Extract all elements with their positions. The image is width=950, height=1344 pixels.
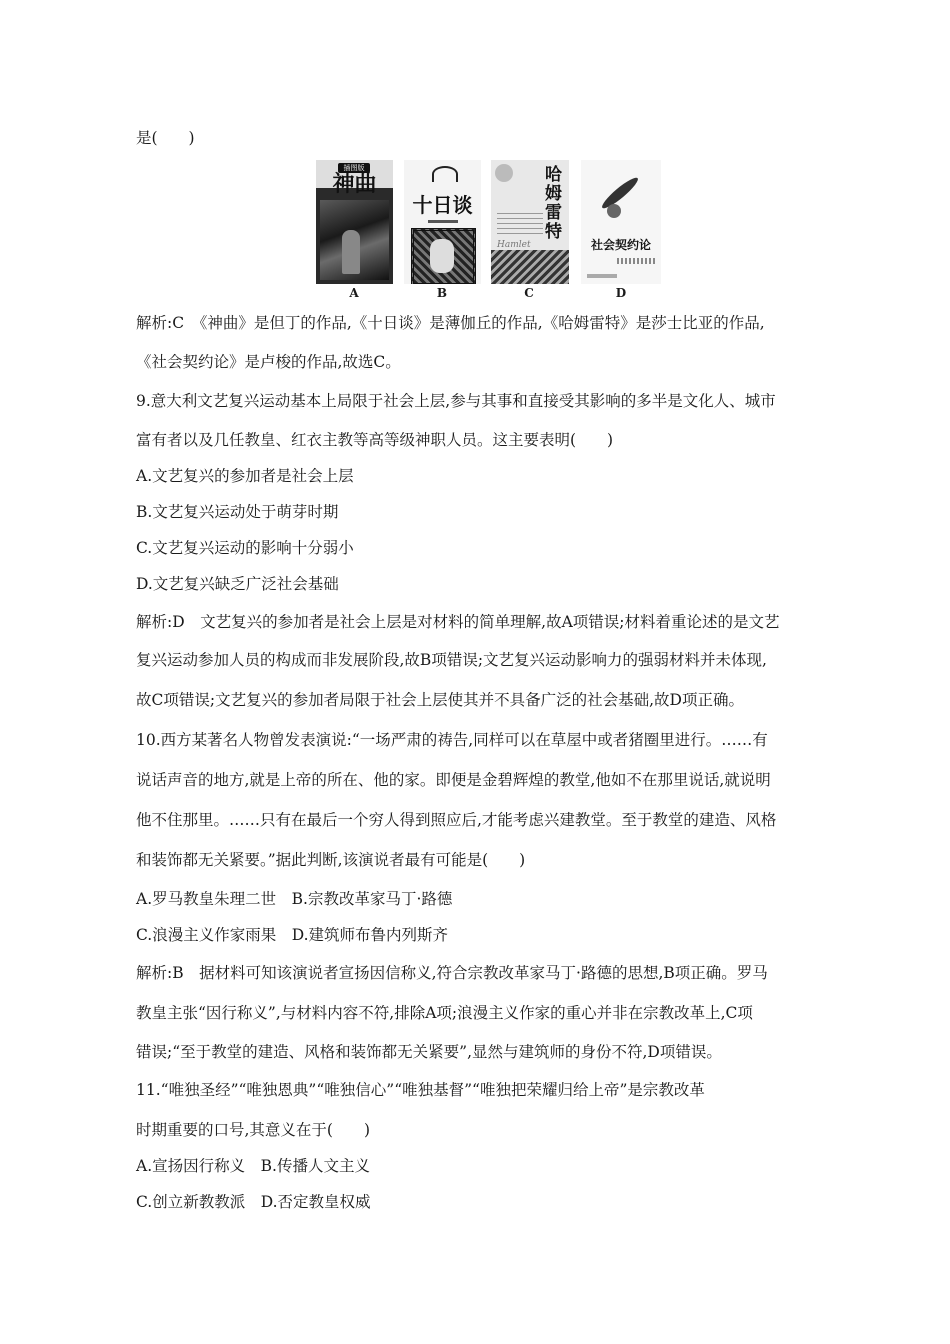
question-10-options-ab: A.罗马教皇朱理二世 B.宗教改革家马丁·路德 <box>136 890 453 908</box>
book-cover-social-contract <box>581 160 661 284</box>
question-10-line-1: 10.西方某著名人物曾发表演说:“一场严肃的祷告,同样可以在草屋中或者猪圈里进行。……有 <box>136 731 768 749</box>
question-11-options-ab: A.宣扬因行称义 B.传播人文主义 <box>136 1157 370 1175</box>
question-9-line-1: 9.意大利文艺复兴运动基本上局限于社会上层,参与其事和直接受其影响的多半是文化人、城市 <box>136 392 776 410</box>
book-cover-decameron <box>404 160 481 284</box>
option-label-a: A <box>349 286 359 300</box>
book-subtitle: Hamlet <box>497 240 531 250</box>
question-11-line-2: 时期重要的口号,其意义在于( ) <box>136 1121 371 1139</box>
option-label-c: C <box>524 286 534 300</box>
question-stem-end: 是( ) <box>136 129 195 147</box>
question-11-options-cd: C.创立新教教派 D.否定教皇权威 <box>136 1193 371 1211</box>
question-10-line-4: 和装饰都无关紧要。”据此判断,该演说者最有可能是( ) <box>136 851 526 869</box>
question-9-option-a: A.文艺复兴的参加者是社会上层 <box>136 467 354 485</box>
book-cover-figure <box>316 160 666 305</box>
analysis-8-line-1: 解析:C 《神曲》是但丁的作品,《十日谈》是薄伽丘的作品,《哈姆雷特》是莎士比亚的作品, <box>136 314 765 332</box>
option-label-d: D <box>615 286 627 300</box>
book-title: 哈姆雷特 <box>545 165 562 242</box>
question-10-line-3: 他不住那里。……只有在最后一个穷人得到照应后,才能考虑兴建教堂。至于教堂的建造、风格 <box>136 811 777 829</box>
analysis-10-line-2: 教皇主张“因行称义”,与材料内容不符,排除A项;浪漫主义作家的重心并非在宗教改革上,C项 <box>136 1004 753 1022</box>
book-badge: 插图版 <box>338 163 370 173</box>
option-label-b: B <box>436 286 448 300</box>
book-cover-divine-comedy <box>316 160 393 284</box>
question-9-option-c: C.文艺复兴运动的影响十分弱小 <box>136 539 354 557</box>
analysis-10-line-1: 解析:B 据材料可知该演说者宣扬因信称义,符合宗教改革家马丁·路德的思想,B项正确。罗马 <box>136 964 768 982</box>
book-title: 神曲 <box>332 171 377 197</box>
question-10-line-2: 说话声音的地方,就是上帝的所在、他的家。即便是金碧辉煌的教堂,他如不在那里说话,就说明 <box>136 771 771 789</box>
book-title: 社会契约论 <box>590 238 651 252</box>
analysis-10-line-3: 错误;“至于教堂的建造、风格和装饰都无关紧要”,显然与建筑师的身份不符,D项错误。 <box>136 1043 722 1061</box>
question-10-options-cd: C.浪漫主义作家雨果 D.建筑师布鲁内列斯齐 <box>136 926 449 944</box>
question-9-line-2: 富有者以及几任教皇、红衣主教等高等级神职人员。这主要表明( ) <box>136 431 614 449</box>
analysis-9-line-3: 故C项错误;文艺复兴的参加者局限于社会上层使其并不具备广泛的社会基础,故D项正确。 <box>136 691 744 709</box>
analysis-9-line-2: 复兴运动参加人员的构成而非发展阶段,故B项错误;文艺复兴运动影响力的强弱材料并未体现, <box>136 651 767 669</box>
book-cover-hamlet <box>491 160 569 284</box>
analysis-8-line-2: 《社会契约论》是卢梭的作品,故选C。 <box>136 353 401 371</box>
question-9-option-d: D.文艺复兴缺乏广泛社会基础 <box>136 575 339 593</box>
question-9-option-b: B.文艺复兴运动处于萌芽时期 <box>136 503 339 521</box>
analysis-9-line-1: 解析:D 文艺复兴的参加者是社会上层是对材料的简单理解,故A项错误;材料着重论述的是文艺 <box>136 613 780 631</box>
book-title: 十日谈 <box>412 193 473 217</box>
question-11-line-1: 11.“唯独圣经”“唯独恩典”“唯独信心”“唯独基督”“唯独把荣耀归给上帝”是宗教改革 <box>136 1081 705 1099</box>
